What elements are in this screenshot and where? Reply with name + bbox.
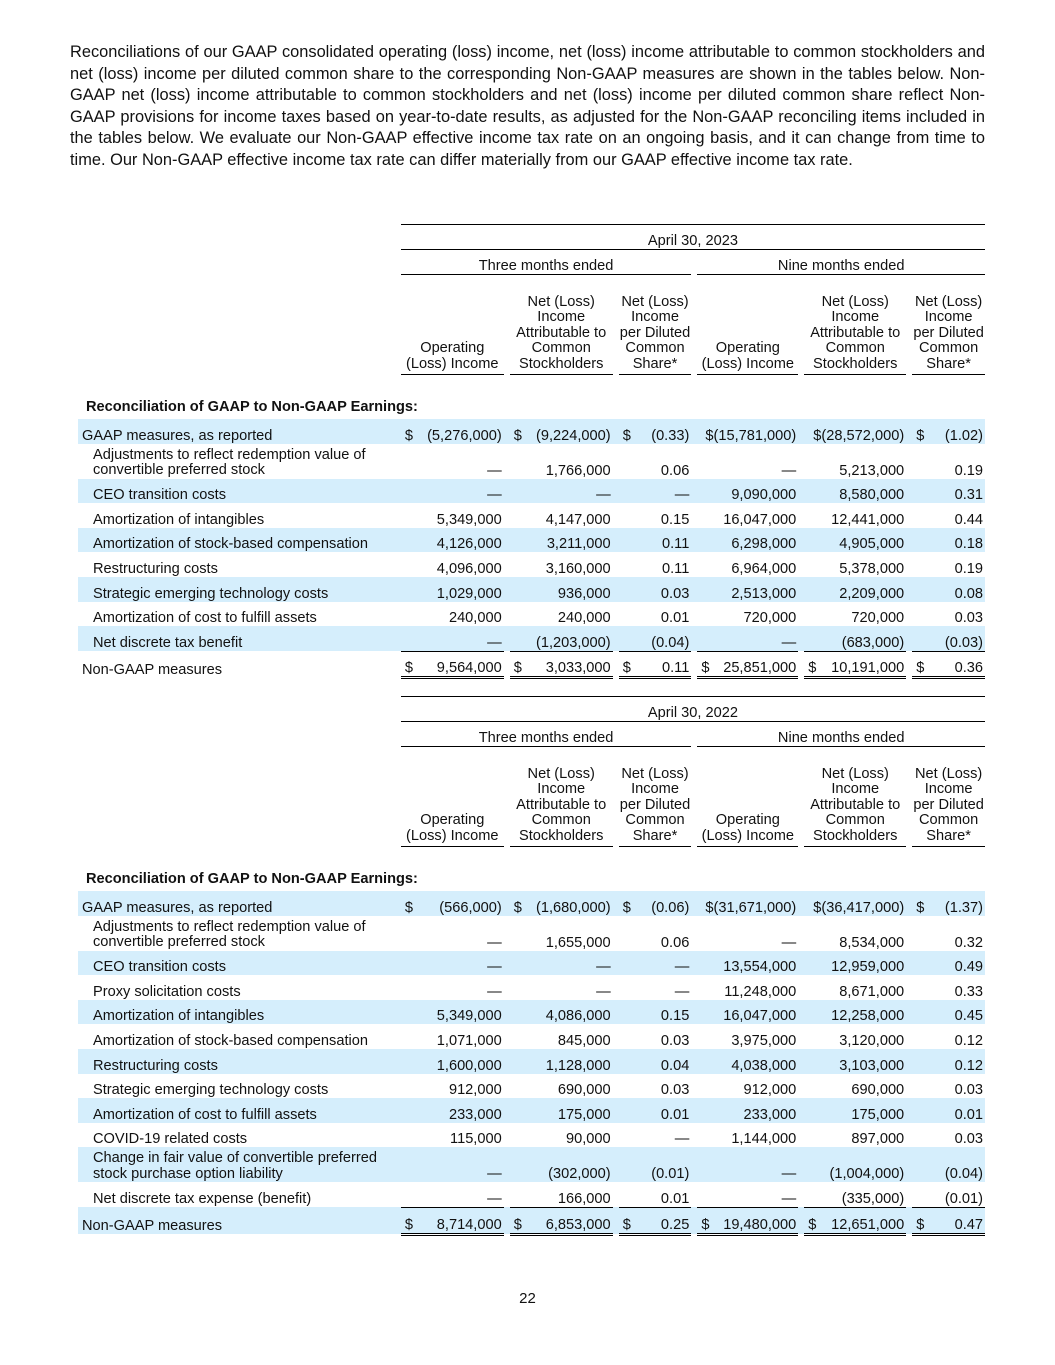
total-row: Non-GAAP measures $ 9,564,000 $ 3,033,000 $ 0.11 $ 25,851,000 $ 10,191,000 $ 0.36	[78, 651, 985, 678]
value-cell: 1,029,000	[421, 577, 504, 602]
value-cell: —	[674, 1131, 690, 1148]
reconciliation-table-2023	[78, 224, 985, 679]
value-cell: —	[421, 951, 504, 976]
value-cell: 0.19	[954, 462, 983, 479]
value-cell: 240,000	[557, 610, 611, 627]
row-label: Proxy solicitation costs	[93, 983, 241, 1000]
value-cell: 16,047,000	[723, 511, 797, 528]
value-cell: 0.04	[639, 1049, 691, 1074]
table-row	[78, 1182, 985, 1207]
value-cell: 4,126,000	[421, 528, 504, 553]
value-cell: 5,349,000	[421, 1000, 504, 1025]
value-cell: 175,000	[530, 1098, 613, 1123]
row-label: Adjustments to reflect redemption value of convertible preferred stock	[93, 918, 366, 951]
value-cell: (302,000)	[530, 1147, 613, 1182]
row-label: Adjustments to reflect redemption value of convertible preferred stock	[93, 446, 366, 479]
value-cell: 3,211,000	[530, 528, 613, 553]
value-cell: —	[487, 1190, 502, 1207]
row-label: CEO transition costs	[78, 479, 393, 504]
value-cell: 0.15	[639, 1000, 691, 1025]
value-cell: 3,033,000	[530, 651, 613, 678]
col-operating-3m: Operating (Loss) Income	[401, 747, 504, 847]
currency-symbol: $	[510, 651, 530, 678]
table-row	[78, 1000, 985, 1025]
value-cell: 0.44	[954, 511, 983, 528]
value-cell: 12,651,000	[804, 1207, 906, 1234]
value-cell: 8,580,000	[804, 479, 906, 504]
value-cell: 5,378,000	[839, 560, 905, 577]
currency-symbol: $	[619, 651, 639, 678]
value-cell: 19,480,000	[697, 1207, 798, 1234]
table-row	[78, 975, 985, 1000]
nine-months-header: Nine months ended	[697, 722, 985, 747]
value-cell: $(36,417,000)	[804, 891, 906, 916]
col-net-9m: Net (Loss) Income Attributable to Common Stockholders	[804, 747, 906, 847]
value-cell: $(31,671,000)	[697, 891, 798, 916]
currency-symbol: $	[912, 419, 932, 444]
three-months-header: Three months ended	[401, 722, 692, 747]
value-cell: 0.01	[660, 1190, 690, 1207]
value-cell: 5,349,000	[436, 511, 502, 528]
period-date: April 30, 2022	[401, 697, 985, 722]
row-label: Strategic emerging technology costs	[93, 1082, 329, 1099]
value-cell: 912,000	[743, 1082, 797, 1099]
value-cell: 3,975,000	[731, 1032, 797, 1049]
section-title: Reconciliation of GAAP to Non-GAAP Earnings:	[86, 870, 418, 887]
value-cell: 0.32	[954, 934, 983, 951]
currency-symbol: $	[401, 1207, 421, 1234]
row-label: Amortization of cost to fulfill assets	[93, 610, 317, 627]
value-cell: (1,203,000)	[530, 626, 613, 651]
col-net-3m: Net (Loss) Income Attributable to Common Stockholders	[510, 275, 613, 375]
value-cell: 3,120,000	[839, 1032, 905, 1049]
currency-symbol: $	[619, 419, 639, 444]
value-cell: 4,905,000	[804, 528, 906, 553]
table-row	[78, 444, 985, 479]
table-row	[78, 1074, 985, 1099]
col-operating-9m: Operating (Loss) Income	[697, 275, 798, 375]
col-operating-3m: Operating (Loss) Income	[401, 275, 504, 375]
currency-symbol: $	[510, 1207, 530, 1234]
value-cell: 3,160,000	[545, 560, 611, 577]
value-cell: (683,000)	[804, 626, 906, 651]
value-cell: 720,000	[851, 610, 905, 627]
value-cell: (0.03)	[932, 626, 985, 651]
table-row	[78, 602, 985, 627]
value-cell: 1,128,000	[530, 1049, 613, 1074]
currency-symbol: $	[912, 651, 932, 678]
value-cell: —	[487, 462, 502, 479]
value-cell: 166,000	[557, 1190, 611, 1207]
gaap-row	[78, 419, 985, 444]
col-net-3m: Net (Loss) Income Attributable to Common Stockholders	[510, 747, 613, 847]
value-cell: —	[781, 934, 797, 951]
value-cell: 690,000	[851, 1082, 905, 1099]
value-cell: 13,554,000	[697, 951, 798, 976]
value-cell: 115,000	[450, 1131, 502, 1148]
currency-symbol: $	[510, 891, 530, 916]
value-cell: 2,209,000	[804, 577, 906, 602]
value-cell: —	[487, 983, 502, 1000]
value-cell: 6,298,000	[697, 528, 798, 553]
currency-symbol: $	[401, 651, 421, 678]
value-cell: 90,000	[566, 1131, 611, 1148]
col-per-share-9m: Net (Loss) Income per Diluted Common Share*	[912, 275, 985, 375]
value-cell: 0.15	[660, 511, 690, 528]
table-row	[78, 552, 985, 577]
row-label: Change in fair value of convertible preferred stock purchase option liability	[78, 1147, 393, 1182]
row-label: GAAP measures, as reported	[78, 891, 393, 916]
value-cell: (9,224,000)	[530, 419, 613, 444]
reconciliation-table-2022	[78, 696, 985, 1236]
value-cell: $(28,572,000)	[804, 419, 906, 444]
value-cell: 9,564,000	[421, 651, 504, 678]
value-cell: 9,090,000	[697, 479, 798, 504]
value-cell: (1.37)	[932, 891, 985, 916]
value-cell: (1.02)	[932, 419, 985, 444]
value-cell: 720,000	[743, 610, 797, 627]
value-cell: 0.19	[954, 560, 983, 577]
value-cell: 0.06	[660, 462, 690, 479]
value-cell: 12,959,000	[804, 951, 906, 976]
value-cell: —	[530, 951, 613, 976]
row-label: GAAP measures, as reported	[78, 419, 393, 444]
value-cell: 0.12	[954, 1032, 983, 1049]
value-cell: 0.45	[932, 1000, 985, 1025]
page-number: 22	[519, 1290, 536, 1307]
value-cell: 0.11	[639, 528, 691, 553]
col-operating-9m: Operating (Loss) Income	[697, 747, 798, 847]
value-cell: 3,103,000	[804, 1049, 906, 1074]
row-label: CEO transition costs	[78, 951, 393, 976]
table-row	[78, 503, 985, 528]
value-cell: 12,441,000	[831, 511, 905, 528]
table-row	[78, 479, 985, 504]
value-cell: (1,680,000)	[530, 891, 613, 916]
value-cell: —	[781, 1190, 797, 1207]
row-label: Amortization of stock-based compensation	[78, 528, 393, 553]
value-cell: 1,144,000	[731, 1131, 797, 1148]
value-cell: 0.08	[932, 577, 985, 602]
row-label: Net discrete tax benefit	[78, 626, 393, 651]
value-cell: (0.04)	[932, 1147, 985, 1182]
value-cell: —	[487, 934, 502, 951]
table-row	[78, 1147, 985, 1182]
three-months-header: Three months ended	[401, 250, 692, 275]
table-row	[78, 1098, 985, 1123]
value-cell: 0.03	[639, 577, 691, 602]
value-cell: 240,000	[448, 610, 502, 627]
value-cell: 0.01	[932, 1098, 985, 1123]
row-label: Amortization of intangibles	[93, 511, 265, 528]
value-cell: 1,600,000	[421, 1049, 504, 1074]
value-cell: 845,000	[557, 1032, 611, 1049]
value-cell: 0.25	[639, 1207, 691, 1234]
value-cell: 0.47	[932, 1207, 985, 1234]
value-cell: 0.36	[932, 651, 985, 678]
row-label: Restructuring costs	[78, 1049, 393, 1074]
currency-symbol: $	[619, 1207, 639, 1234]
value-cell: 4,038,000	[697, 1049, 798, 1074]
value-cell: —	[421, 626, 504, 651]
value-cell: 690,000	[557, 1082, 611, 1099]
value-cell: 5,213,000	[839, 462, 905, 479]
col-per-share-3m: Net (Loss) Income per Diluted Common Share*	[619, 275, 692, 375]
value-cell: 8,534,000	[839, 934, 905, 951]
total-row	[78, 1207, 985, 1234]
value-cell: (5,276,000)	[421, 419, 504, 444]
value-cell: 0.03	[660, 1032, 690, 1049]
row-label: Net discrete tax expense (benefit)	[93, 1191, 312, 1208]
table-row	[78, 626, 985, 651]
row-label: Non-GAAP measures	[78, 1207, 393, 1234]
period-date: April 30, 2023	[401, 225, 985, 250]
currency-symbol: $	[401, 891, 421, 916]
value-cell: (0.01)	[944, 1190, 983, 1207]
value-cell: —	[530, 479, 613, 504]
gaap-row	[78, 891, 985, 916]
value-cell: —	[421, 1147, 504, 1182]
row-label: Strategic emerging technology costs	[78, 577, 393, 602]
nine-months-header: Nine months ended	[697, 250, 985, 275]
value-cell: 936,000	[530, 577, 613, 602]
value-cell: —	[781, 462, 797, 479]
value-cell: 0.11	[639, 651, 691, 678]
value-cell: —	[639, 951, 691, 976]
value-cell: 233,000	[421, 1098, 504, 1123]
value-cell: (0.33)	[639, 419, 691, 444]
value-cell: 8,714,000	[421, 1207, 504, 1234]
value-cell: 6,853,000	[530, 1207, 613, 1234]
value-cell: 8,671,000	[839, 983, 905, 1000]
value-cell: 912,000	[448, 1082, 502, 1099]
row-label: Non-GAAP measures	[82, 661, 223, 678]
table-row	[78, 1123, 985, 1148]
value-cell: (566,000)	[421, 891, 504, 916]
value-cell: 4,086,000	[530, 1000, 613, 1025]
value-cell: —	[697, 626, 798, 651]
currency-symbol: $	[619, 891, 639, 916]
value-cell: —	[421, 479, 504, 504]
row-label: Amortization of cost to fulfill assets	[78, 1098, 393, 1123]
table-row	[78, 916, 985, 951]
value-cell: (0.06)	[639, 891, 691, 916]
value-cell: 1,071,000	[436, 1032, 502, 1049]
currency-symbol: $	[912, 1207, 932, 1234]
table-row	[78, 1049, 985, 1074]
value-cell: 10,191,000	[804, 651, 906, 678]
col-per-share-3m: Net (Loss) Income per Diluted Common Share*	[619, 747, 692, 847]
currency-symbol: $	[912, 891, 932, 916]
value-cell: 1,655,000	[545, 934, 611, 951]
currency-symbol: $	[401, 419, 421, 444]
value-cell: 0.49	[932, 951, 985, 976]
value-cell: 897,000	[851, 1131, 905, 1148]
value-cell: (335,000)	[841, 1190, 905, 1207]
value-cell: $(15,781,000)	[697, 419, 798, 444]
value-cell: 12,258,000	[804, 1000, 906, 1025]
table-row	[78, 577, 985, 602]
row-label: Amortization of stock-based compensation	[93, 1032, 368, 1049]
currency-symbol: $	[510, 419, 530, 444]
value-cell: —	[674, 983, 690, 1000]
value-cell: 16,047,000	[697, 1000, 798, 1025]
value-cell: —	[697, 1147, 798, 1182]
value-cell: 0.03	[954, 1131, 983, 1148]
value-cell: 0.33	[954, 983, 983, 1000]
row-label: COVID-19 related costs	[93, 1131, 248, 1148]
value-cell: 0.11	[662, 560, 690, 577]
value-cell: 4,096,000	[436, 560, 502, 577]
table-row	[78, 951, 985, 976]
value-cell: (0.04)	[639, 626, 691, 651]
section-title: Reconciliation of GAAP to Non-GAAP Earnings:	[86, 398, 418, 415]
value-cell: 2,513,000	[697, 577, 798, 602]
value-cell: 0.06	[660, 934, 690, 951]
value-cell: (1,004,000)	[804, 1147, 906, 1182]
row-label: Restructuring costs	[93, 560, 218, 577]
value-cell: 0.01	[660, 610, 690, 627]
value-cell: 25,851,000	[697, 651, 798, 678]
value-cell: 0.31	[932, 479, 985, 504]
value-cell: (0.01)	[639, 1147, 691, 1182]
value-cell: 0.03	[954, 610, 983, 627]
table-row	[78, 528, 985, 553]
intro-paragraph: Reconciliations of our GAAP consolidated operating (loss) income, net (loss) income attributable to common stockholders and net (loss) income per diluted common share to the corresponding Non-GAAP measures are shown in the tables below. Non-GAAP net (loss) income attributable to common stockholders and net (loss) income per diluted common share reflect Non-GAAP provisions for income taxes based on year-to-date results, as adjusted for the Non-GAAP reconciling items included in the tables below. We evaluate our Non-GAAP effective income tax rate on an ongoing basis, and it can change from time to time. Our Non-GAAP effective income tax rate can differ materially from our GAAP effective income tax rate.	[70, 43, 985, 169]
table-row	[78, 1024, 985, 1049]
value-cell: 4,147,000	[545, 511, 611, 528]
value-cell: 11,248,000	[724, 983, 797, 1000]
value-cell: 1,766,000	[545, 462, 611, 479]
value-cell: 0.03	[954, 1082, 983, 1099]
value-cell: —	[596, 983, 611, 1000]
value-cell: 6,964,000	[731, 560, 797, 577]
value-cell: 0.18	[932, 528, 985, 553]
row-label: Amortization of intangibles	[78, 1000, 393, 1025]
value-cell: 0.12	[932, 1049, 985, 1074]
col-net-9m: Net (Loss) Income Attributable to Common Stockholders	[804, 275, 906, 375]
col-per-share-9m: Net (Loss) Income per Diluted Common Share*	[912, 747, 985, 847]
value-cell: 233,000	[697, 1098, 798, 1123]
value-cell: 175,000	[804, 1098, 906, 1123]
value-cell: —	[639, 479, 691, 504]
value-cell: 0.03	[660, 1082, 690, 1099]
value-cell: 0.01	[639, 1098, 691, 1123]
